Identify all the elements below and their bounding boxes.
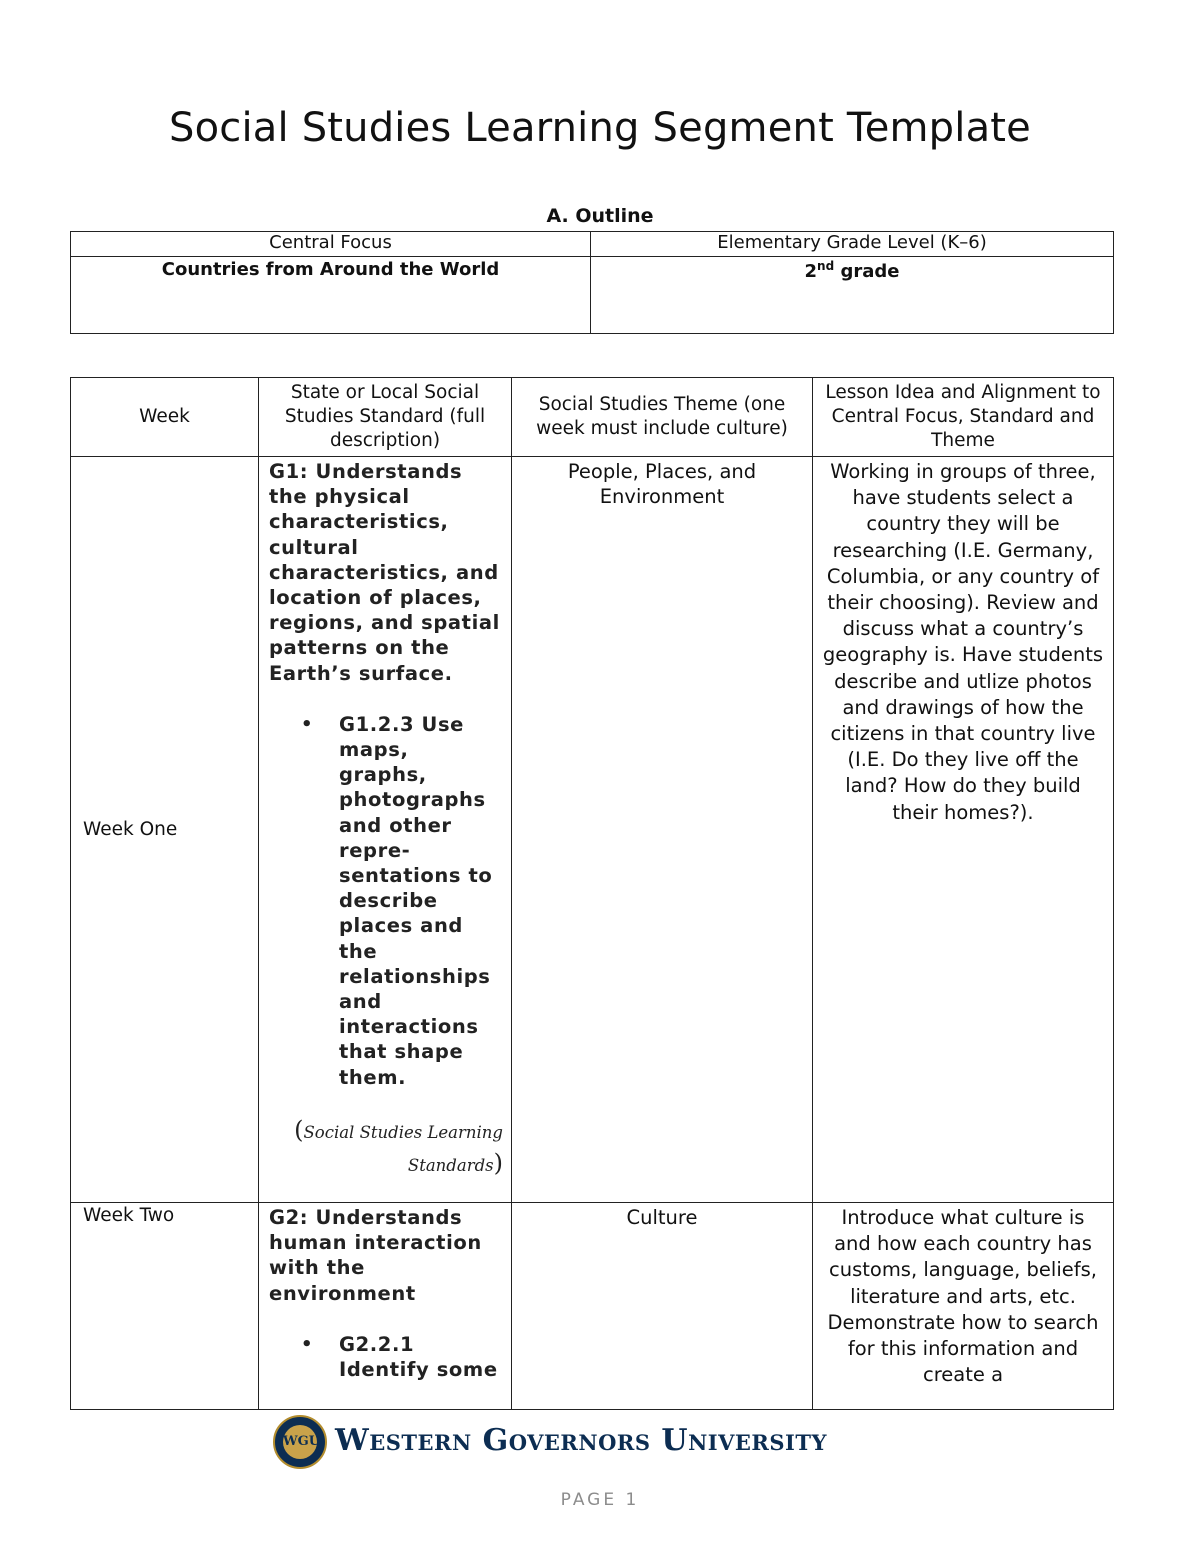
theme-cell: Culture <box>512 1203 813 1410</box>
standard-main: G2: Understands human interaction with the environment <box>269 1206 482 1305</box>
header-week: Week <box>71 378 259 457</box>
section-heading: A. Outline <box>546 205 654 227</box>
lesson-cell: Introduce what culture is and how each country has customs, language, beliefs, literature and arts, etc. Demonstrate how to search for this information and create a <box>813 1203 1114 1410</box>
grade-level-value: 2nd grade <box>591 257 1114 334</box>
university-seal-icon: WGU <box>273 1415 327 1469</box>
bullet-icon: • <box>301 713 314 735</box>
header-lesson: Lesson Idea and Alignment to Central Focus, Standard and Theme <box>813 378 1114 457</box>
table-row <box>71 457 1114 1203</box>
learning-segment-table <box>70 377 1114 1410</box>
header-standard: State or Local Social Studies Standard (full description) <box>259 378 512 457</box>
table-row <box>71 1203 1114 1410</box>
standard-bullets <box>269 1332 503 1382</box>
university-logo <box>273 1415 893 1470</box>
university-name: Western Governors University <box>335 1423 827 1458</box>
grade-level-label: Elementary Grade Level (K–6) <box>591 232 1114 257</box>
theme-cell: People, Places, and Environment <box>512 457 813 1203</box>
standard-main: G1: Understands the physical characteristics, cultural characteristics, and location of places, regions, and spatial patterns on the Earth’s surface. <box>269 460 500 685</box>
week-cell: Week One <box>71 457 259 1203</box>
header-theme: Social Studies Theme (one week must include culture) <box>512 378 813 457</box>
table-header-row <box>71 378 1114 457</box>
page-number: PAGE 1 <box>560 1490 640 1510</box>
bullet-icon: • <box>301 1333 314 1355</box>
standard-bullet: • G2.2.1 Identify some <box>301 1332 498 1382</box>
lesson-cell: Working in groups of three, have students select a country they will be researching (I.E. Germany, Columbia, or any country of their choosing). Review and discuss what a country’s geography is. Have students describe and utlize photos and drawings of how the citizens in that country live (I.E. Do they live off the land? How do they build their homes?). <box>813 457 1114 1203</box>
document-title: Social Studies Learning Segment Template <box>168 105 1031 151</box>
standard-bullet: • G1.2.3 Use maps, graphs, photographs and other repre-sentations to describe places and the relationships and interactions that shape them. <box>301 712 493 1089</box>
central-focus-value: Countries from Around the World <box>71 257 591 334</box>
standard-cell <box>259 457 512 1203</box>
central-focus-label: Central Focus <box>71 232 591 257</box>
week-cell: Week Two <box>71 1203 259 1410</box>
outline-table <box>70 231 1114 334</box>
standard-bullets <box>269 712 503 1090</box>
citation: (Social Studies Learning Standards) <box>294 1115 503 1177</box>
standard-cell <box>259 1203 512 1410</box>
